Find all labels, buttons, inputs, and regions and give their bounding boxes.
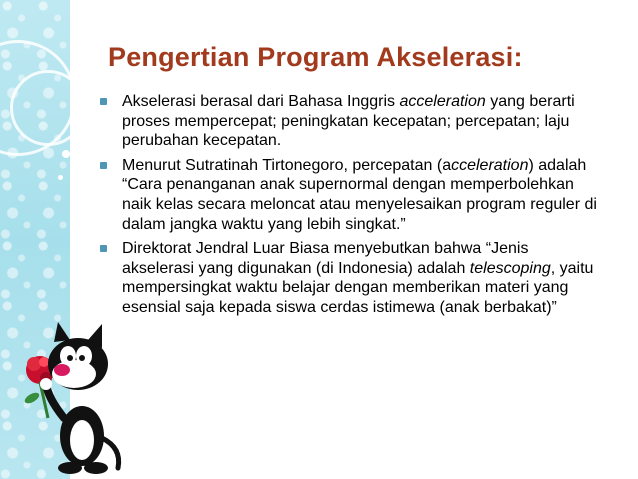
bullet-text: Akselerasi berasal dari Bahasa Inggris [122, 93, 400, 110]
bullet-text: Menurut Sutratinah Tirtonegoro, percepatan (a [122, 156, 452, 174]
decorative-dot [62, 150, 70, 158]
slide-title: Pengertian Program Akselerasi: [108, 42, 523, 72]
decorative-ring [10, 70, 86, 146]
decorative-dot [58, 175, 63, 180]
italic-term: cceleration [451, 156, 529, 174]
bullet-text: yang berarti proses mempercepat; peningkatan kecepatan; percepatan; laju perubahan kecepatan. [122, 93, 575, 150]
bullet-item [98, 156, 598, 234]
bullet-marker-icon [100, 162, 107, 169]
bullet-marker-icon [100, 98, 107, 105]
bullet-list [98, 92, 598, 323]
bullet-text: ) adalah “Cara penanganan anak supernormal dengan memperbolehkan naik kelas secara meloncat atau menyelesaikan program reguler di dalam jangka waktu yang lebih singkat.” [122, 156, 597, 233]
italic-term: telescoping [469, 259, 551, 277]
bullet-item [98, 239, 598, 317]
bullet-text: , yaitu mempersingkat waktu belajar dengan memberikan materi yang esensial saja kepada siswa cerdas istimewa (anak berbakat)” [122, 259, 594, 316]
bullet-item [98, 92, 598, 151]
italic-term: acceleration [399, 93, 486, 110]
cartoon-cat-mascot-image [18, 318, 128, 478]
bullet-text: Direktorat Jendral Luar Biasa menyebutkan bahwa “Jenis akselerasi yang digunakan (di Indonesia) adalah [122, 240, 529, 277]
bullet-marker-icon [100, 245, 107, 252]
